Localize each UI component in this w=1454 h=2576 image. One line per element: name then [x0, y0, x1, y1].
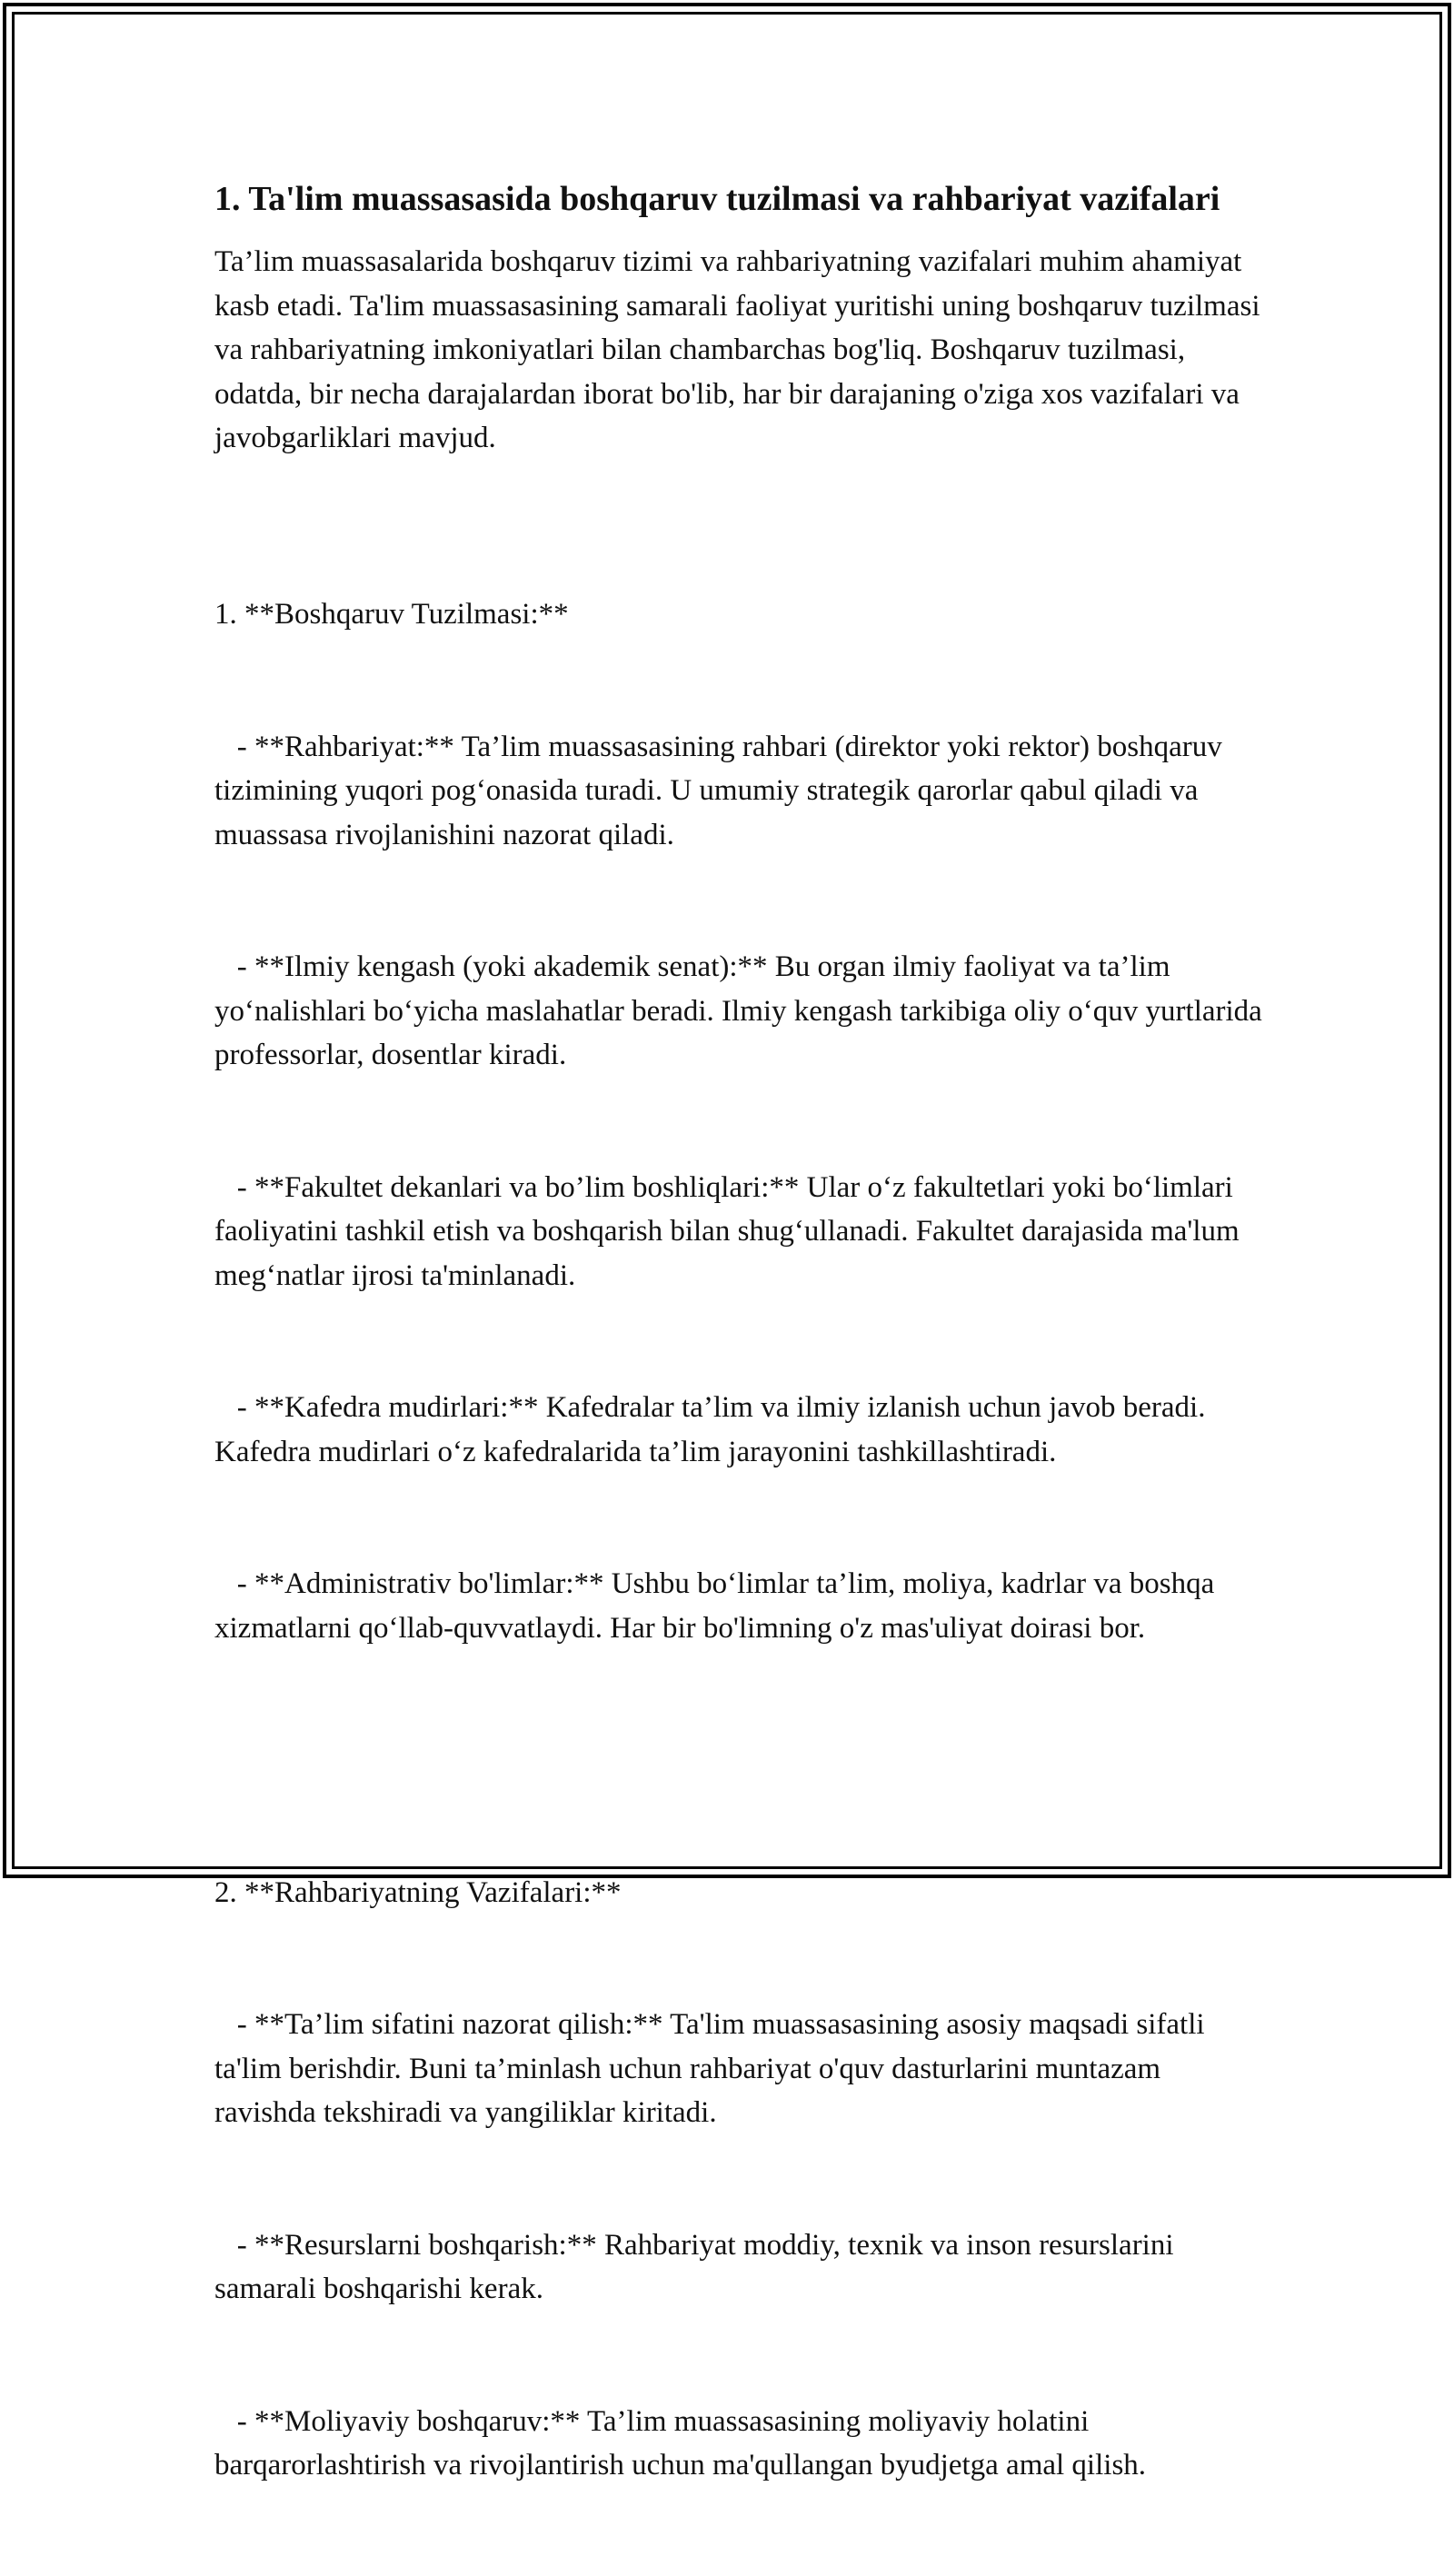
section-heading: 1. Ta'lim muassasasida boshqaruv tuzilmasi va rahbariyat vazifalari — [214, 180, 1220, 218]
list-item-moliyaviy: - **Moliyaviy boshqaruv:** Ta’lim muassasasining moliyaviy holatini barqarorlashtirish va rivojlantirish uchun ma'qullangan byudjetga amal qilish. — [214, 2404, 1147, 2482]
list-item-rahbariyat: - **Rahbariyat:** Ta’lim muassasasining rahbari (direktor yoki rektor) boshqaruv tizimining yuqori pog‘onasida turadi. U umumiy strategik qarorlar qabul qiladi va muassasa rivojlanishini nazorat qiladi. — [214, 730, 1230, 851]
document-body — [214, 174, 1269, 2576]
list-item-resurslar: - **Resurslarni boshqarish:** Rahbariyat moddiy, texnik va inson resurslarini samarali boshqarishi kerak. — [214, 2228, 1181, 2305]
list-item-ilmiy-kengash: - **Ilmiy kengash (yoki akademik senat):** Bu organ ilmiy faoliyat va ta’lim yo‘nalishlari bo‘yicha maslahatlar beradi. Ilmiy kengash tarkibiga oliy o‘quv yurtlarida professorlar, dosentlar kiradi. — [214, 950, 1270, 1071]
list-item-talim-sifati: - **Ta’lim sifatini nazorat qilish:** Ta'lim muassasasining asosiy maqsadi sifatli ta'lim berishdir. Buni ta’minlash uchun rahbariyat o'quv dasturlarini muntazam ravishda tekshiradi va yangiliklar kiritadi. — [214, 2008, 1212, 2129]
list-item-kafedra-mudirlari: - **Kafedra mudirlari:** Kafedralar ta’lim va ilmiy izlanish uchun javob beradi. Kafedra mudirlari o‘z kafedralarida ta’lim jarayonini tashkillashtiradi. — [214, 1391, 1213, 1468]
list-item-administrativ-bolimlar: - **Administrativ bo'limlar:** Ushbu bo‘limlar ta’lim, moliya, kadrlar va boshqa xizmatlarni qo‘llab-quvvatlaydi. Har bir bo'limning o'z mas'uliyat doirasi bor. — [214, 1567, 1222, 1645]
section-structure — [214, 504, 1269, 1738]
section-title-duties: 2. **Rahbariyatning Vazifalari:** — [214, 1875, 622, 1909]
list-item-fakultet-dekanlari: - **Fakultet dekanlari va bo’lim boshliqlari:** Ular o‘z fakultetlari yoki bo‘limlari faoliyatini tashkil etish va boshqarish bilan shug‘ullanadi. Fakultet darajasida ma'lum meg‘natlar ijrosi ta'minlanadi. — [214, 1170, 1247, 1292]
intro-paragraph: Ta’lim muassasalarida boshqaruv tizimi va rahbariyatning vazifalari muhim ahamiyat kasb etadi. Ta'lim muassasasining samarali faoliyat yuritishi uning boshqaruv tuzilmasi va rahbariyatning imkoniyatlari bilan chambarchas bog'liq. Boshqaruv tuzilmasi, odatda, bir necha darajalardan iborat bo'lib, har bir darajaning o'ziga xos vazifalari va javobgarliklari mavjud. — [214, 245, 1268, 454]
paragraph-gap — [214, 1738, 1269, 1783]
paragraph-gap — [214, 461, 1269, 505]
section-duties — [214, 1783, 1269, 2576]
section-title-structure: 1. **Boshqaruv Tuzilmasi:** — [214, 598, 569, 631]
